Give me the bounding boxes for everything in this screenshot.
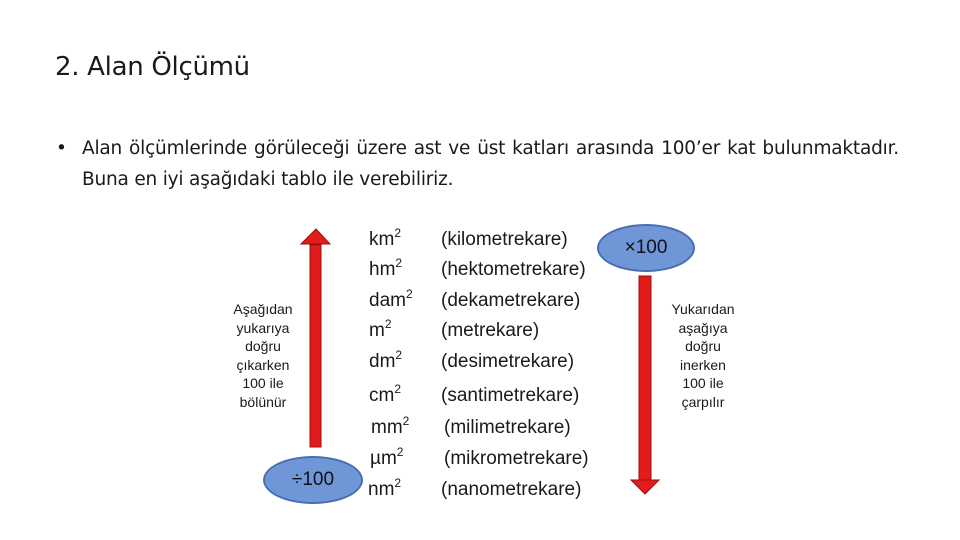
unit-symbol-um2: µm$^2$	[370, 445, 404, 469]
left-note-line: doğru	[245, 338, 281, 354]
unit-name-hm2: (hektometrekare)	[441, 259, 586, 280]
left-note-line: Aşağıdan	[233, 301, 293, 317]
divide-100-badge: ÷100	[263, 456, 363, 504]
down-arrow	[631, 276, 659, 494]
right-note	[662, 300, 744, 411]
unit-symbol-dm2: $dm^2$	[369, 348, 403, 372]
bullet-text: Alan ölçümlerinde görüleceği üzere ast ve üst katları arasında 100’er kat bulunmaktadır. Buna en iyi aşağıdaki tablo ile verebiliriz.	[82, 138, 899, 190]
unit-name-nm2: (nanometrekare)	[441, 479, 582, 500]
right-note-line: 100 ile	[682, 375, 724, 391]
unit-name-m2: (metrekare)	[441, 320, 540, 341]
unit-name-dam2: (dekametrekare)	[441, 290, 581, 311]
page-title: 2. Alan Ölçümü	[55, 52, 250, 82]
unit-symbol-m2: $m^2$	[369, 317, 392, 341]
unit-symbol-km2: $km^2$	[369, 226, 402, 250]
right-note-line: inerken	[680, 356, 726, 373]
unit-symbol-hm2: $hm^2$	[369, 256, 403, 280]
unit-symbol-mm2: $mm^2$	[371, 414, 410, 438]
unit-name-cm2: (santimetrekare)	[441, 385, 580, 406]
left-note-line: bölünür	[239, 393, 287, 410]
right-note-line: doğru	[685, 338, 721, 354]
right-note-line: çarpılır	[681, 393, 725, 410]
left-note-line: 100 ile	[242, 375, 284, 391]
bullet-marker: •	[56, 138, 67, 159]
unit-name-um2: (mikrometrekare)	[444, 448, 589, 469]
unit-name-km2: (kilometrekare)	[441, 229, 568, 250]
multiply-100-badge: ×100	[597, 224, 695, 272]
left-note	[222, 300, 304, 411]
right-note-line: Yukarıdan	[671, 301, 735, 317]
unit-symbol-dam2: dam$^2$	[369, 287, 413, 311]
unit-name-dm2: (desimetrekare)	[441, 351, 575, 372]
left-note-line: çıkarken	[236, 356, 290, 373]
right-note-line: aşağıya	[678, 319, 728, 336]
unit-name-mm2: (milimetrekare)	[444, 417, 571, 438]
left-note-line: yukarıya	[236, 319, 290, 336]
unit-symbol-cm2: $cm^2$	[369, 382, 402, 406]
unit-symbol-nm2: $nm^2$	[368, 476, 402, 500]
up-arrow	[301, 229, 330, 447]
